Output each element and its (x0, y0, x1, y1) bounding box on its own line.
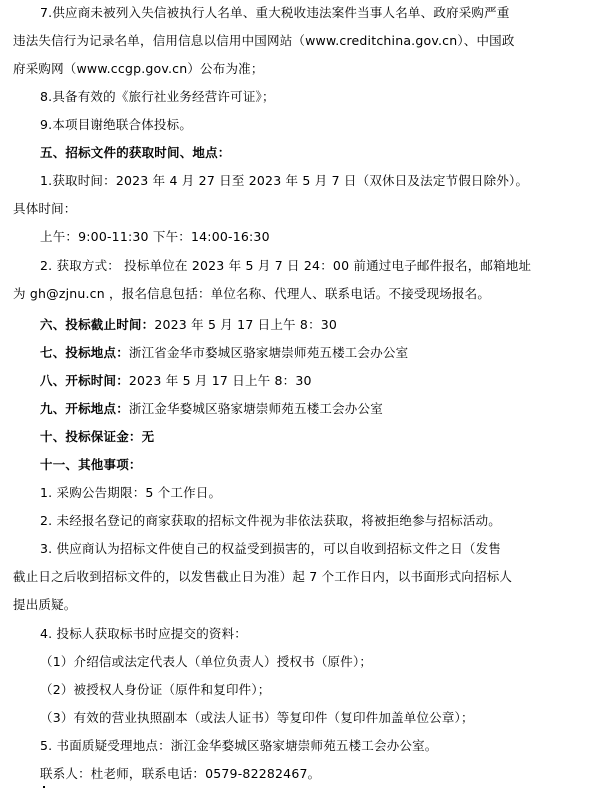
other-item-4: 4. 投标人获取标书时应提交的资料： (40, 626, 248, 641)
clause-7-line-2: 违法失信行为记录名单，信用信息以信用中国网站（www.creditchina.gov.cn）、中国政 (13, 33, 515, 48)
stray-mark (43, 786, 45, 788)
section-10-heading: 十、投标保证金：无 (40, 429, 155, 444)
office-hours: 上午：9:00-11:30 下午：14:00-16:30 (40, 229, 270, 244)
section-6 (40, 317, 337, 333)
required-doc-1: （1）介绍信或法定代表人（单位负责人）授权书（原件）； (40, 654, 373, 669)
section-5-heading: 五、招标文件的获取时间、地点： (40, 145, 231, 160)
section-8-heading: 八、开标时间： (40, 373, 129, 388)
section-8 (40, 373, 312, 389)
acquire-method-line-1: 2. 获取方式： 投标单位在 2023 年 5 月 7 日 24：00 前通过电子邮件报名，邮箱地址 (40, 258, 532, 273)
opening-location-value: 浙江金华婺城区骆家塘崇师苑五楼工会办公室 (128, 401, 383, 416)
section-9 (40, 401, 383, 417)
clause-9: 9.本项目谢绝联合体投标。 (40, 117, 193, 132)
contact-info: 联系人：杜老师，联系电话：0579-82282467。 (40, 766, 321, 781)
specific-time-label: 具体时间： (13, 201, 77, 216)
acquire-method-line-2: 为 gh@zjnu.cn ，报名信息包括：单位名称、代理人、联系电话。不接受现场报名。 (13, 286, 491, 301)
other-item-3-line-3: 提出质疑。 (13, 597, 77, 612)
opening-time-value: 2023 年 5 月 17 日上午 8：30 (128, 373, 312, 388)
clause-7-line-3: 府采购网（www.ccgp.gov.cn）公布为准； (13, 61, 264, 76)
required-doc-2: （2）被授权人身份证（原件和复印件）； (40, 682, 271, 697)
other-item-2: 2. 未经报名登记的商家获取的招标文件视为非依法获取，将被拒绝参与招标活动。 (40, 513, 502, 528)
other-item-3-line-1: 3. 供应商认为招标文件使自己的权益受到损害的，可以自收到招标文件之日（发售 (40, 541, 502, 556)
required-doc-3: （3）有效的营业执照副本（或法人证书）等复印件（复印件加盖单位公章）； (40, 710, 474, 725)
other-item-5: 5. 书面质疑受理地点：浙江金华婺城区骆家塘崇师苑五楼工会办公室。 (40, 738, 438, 753)
section-6-heading: 六、投标截止时间： (40, 317, 155, 332)
bid-deadline-value: 2023 年 5 月 17 日上午 8：30 (154, 317, 338, 332)
section-7 (40, 345, 408, 361)
section-7-heading: 七、投标地点： (40, 345, 129, 360)
bid-location-value: 浙江省金华市婺城区骆家塘崇师苑五楼工会办公室 (128, 345, 409, 360)
other-item-3-line-2: 截止日之后收到招标文件的，以发售截止日为准）起 7 个工作日内，以书面形式向招标人 (13, 569, 513, 584)
other-item-1: 1. 采购公告期限：5 个工作日。 (40, 485, 222, 500)
section-11-heading: 十一、其他事项： (40, 457, 142, 472)
section-9-heading: 九、开标地点： (40, 401, 129, 416)
clause-8: 8.具备有效的《旅行社业务经营许可证》； (40, 89, 275, 104)
acquire-time: 1.获取时间：2023 年 4 月 27 日至 2023 年 5 月 7 日（双休日及法定节假日除外）。 (40, 173, 529, 188)
clause-7-line-1: 7.供应商未被列入失信被执行人名单、重大税收违法案件当事人名单、政府采购严重 (40, 5, 510, 20)
